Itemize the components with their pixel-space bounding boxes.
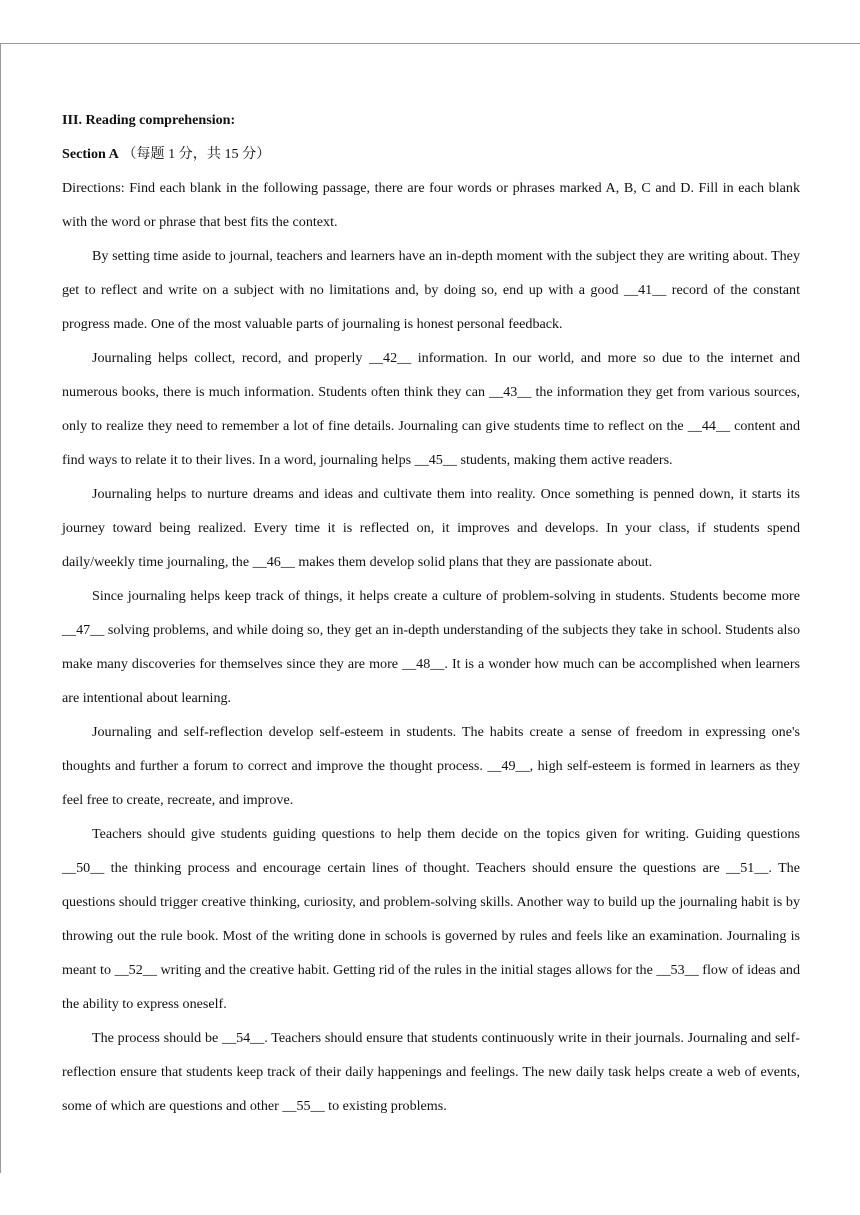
- section-score: （每题 1 分，共 15 分）: [122, 146, 271, 162]
- passage-paragraph-1: By setting time aside to journal, teachers and learners have an in-depth moment with the subject they are writing about. They get to reflect and write on a subject with no limitations and, by doing so, end up with a good __41__ record of the constant progress made. One of the most valuable parts of journaling is honest personal feedback.: [62, 248, 800, 332]
- top-border-line: [0, 43, 860, 44]
- left-border-line: [0, 43, 1, 1173]
- section-heading: III. Reading comprehension:: [62, 112, 236, 128]
- section-subheading: [62, 137, 800, 171]
- reading-section: [62, 103, 800, 1123]
- directions-text: Directions: Find each blank in the following passage, there are four words or phrases marked A, B, C and D. Fill in each blank with the word or phrase that best fits the context.: [62, 180, 800, 230]
- passage-paragraph-7: The process should be __54__. Teachers should ensure that students continuously write in their journals. Journaling and self-reflection ensure that students keep track of their daily happenings and feelings. The new daily task helps create a web of events, some of which are questions and other __55__ to existing problems.: [62, 1030, 800, 1114]
- section-label: Section A: [62, 146, 119, 162]
- passage-paragraph-5: Journaling and self-reflection develop self-esteem in students. The habits create a sense of freedom in expressing one's thoughts and further a forum to correct and improve the thought process. __49__, high self-esteem is formed in learners as they feel free to create, recreate, and improve.: [62, 724, 800, 808]
- passage-paragraph-4: Since journaling helps keep track of things, it helps create a culture of problem-solving in students. Students become more __47__ solving problems, and while doing so, they get an in-depth understanding of the subjects they take in school. Students also make many discoveries for themselves since they are more __48__. It is a wonder how much can be accomplished when learners are intentional about learning.: [62, 588, 800, 706]
- passage-paragraph-3: Journaling helps to nurture dreams and ideas and cultivate them into reality. Once something is penned down, it starts its journey toward being realized. Every time it is reflected on, it improves and develops. In your class, if students spend daily/weekly time journaling, the __46__ makes them develop solid plans that they are passionate about.: [62, 486, 800, 570]
- passage-paragraph-6: Teachers should give students guiding questions to help them decide on the topics given for writing. Guiding questions __50__ the thinking process and encourage certain lines of thought. Teachers should ensure the questions are __51__. The questions should trigger creative thinking, curiosity, and problem-solving skills. Another way to build up the journaling habit is by throwing out the rule book. Most of the writing done in schools is governed by rules and feels like an examination. Journaling is meant to __52__ writing and the creative habit. Getting rid of the rules in the initial stages allows for the __53__ flow of ideas and the ability to express oneself.: [62, 826, 800, 1012]
- passage-paragraph-2: Journaling helps collect, record, and properly __42__ information. In our world, and more so due to the internet and numerous books, there is much information. Students often think they can __43__ the information they get from various sources, only to realize they need to remember a lot of fine details. Journaling can give students time to reflect on the __44__ content and find ways to relate it to their lives. In a word, journaling helps __45__ students, making them active readers.: [62, 350, 800, 468]
